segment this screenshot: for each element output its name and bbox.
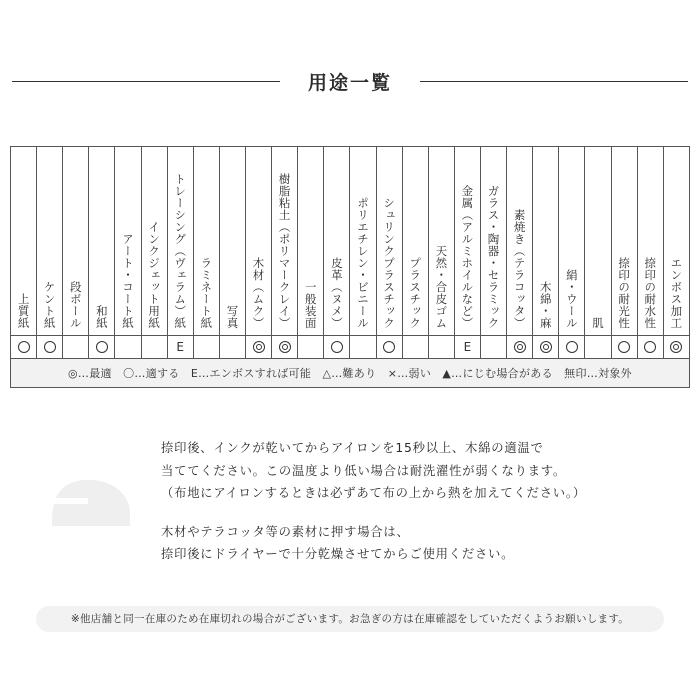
material-label: 木綿・麻 bbox=[538, 281, 553, 329]
material-column-header bbox=[663, 147, 689, 336]
suitability-cell bbox=[637, 336, 663, 359]
suitability-cell bbox=[663, 336, 689, 359]
material-label: トレーシング（ヴェラム）紙 bbox=[173, 173, 188, 329]
material-label: 上質紙 bbox=[16, 293, 31, 329]
suitability-cell bbox=[402, 336, 428, 359]
material-label: 和紙 bbox=[94, 305, 109, 329]
material-column-header bbox=[585, 147, 611, 336]
suitability-cell bbox=[611, 336, 637, 359]
material-label: 素焼き（テラコッタ） bbox=[512, 209, 527, 329]
material-label: ポリエチレン・ビニール bbox=[355, 197, 370, 329]
legend-row bbox=[11, 359, 690, 388]
material-label: 樹脂粘土（ポリマークレイ） bbox=[277, 173, 292, 329]
material-column-header bbox=[376, 147, 402, 336]
material-label: 捺印の耐水性 bbox=[643, 257, 658, 329]
suitability-cell bbox=[454, 336, 480, 359]
suitability-row bbox=[11, 336, 690, 359]
material-column-header bbox=[611, 147, 637, 336]
material-label: エンボス加工 bbox=[669, 257, 684, 329]
suitability-cell bbox=[376, 336, 402, 359]
material-column-header bbox=[298, 147, 324, 336]
suitability-cell bbox=[193, 336, 219, 359]
suitability-cell bbox=[533, 336, 559, 359]
suitability-cell bbox=[11, 336, 37, 359]
title-divider-right bbox=[420, 81, 688, 82]
suitability-cell bbox=[272, 336, 298, 359]
material-label: シュリンクプラスチック bbox=[382, 197, 397, 329]
iron-icon bbox=[44, 468, 138, 532]
suitable-mark bbox=[18, 341, 30, 353]
suitability-cell bbox=[559, 336, 585, 359]
material-column-header bbox=[637, 147, 663, 336]
suitability-cell bbox=[324, 336, 350, 359]
suitable-mark bbox=[96, 341, 108, 353]
material-label: 一般装面 bbox=[303, 281, 318, 329]
material-label: インクジェット用紙 bbox=[147, 221, 162, 329]
emboss-mark: E bbox=[463, 339, 472, 354]
material-column-header bbox=[533, 147, 559, 336]
material-column-header bbox=[428, 147, 454, 336]
usage-table bbox=[10, 146, 690, 388]
care-notes bbox=[161, 437, 681, 566]
usage-table-container bbox=[10, 146, 690, 395]
material-column-header bbox=[559, 147, 585, 336]
note-line: （布地にアイロンするときは必ずあて布の上から熱を加えてください。） bbox=[161, 486, 586, 500]
material-label: 木材（ムク） bbox=[251, 257, 266, 329]
material-label: ケント紙 bbox=[42, 281, 57, 329]
material-column-header bbox=[37, 147, 63, 336]
material-column-header bbox=[402, 147, 428, 336]
suitability-cell bbox=[350, 336, 376, 359]
material-column-header bbox=[141, 147, 167, 336]
material-column-header bbox=[219, 147, 245, 336]
suitability-cell bbox=[167, 336, 193, 359]
material-label: ラミネート紙 bbox=[199, 257, 214, 329]
stock-notice: ※他店舗と同一在庫のため在庫切れの場合がございます。お急ぎの方は在庫確認をしていただくようお願いします。 bbox=[36, 606, 664, 632]
suitability-cell bbox=[115, 336, 141, 359]
suitable-mark bbox=[44, 341, 56, 353]
suitable-mark bbox=[618, 341, 630, 353]
material-label: 肌 bbox=[590, 317, 605, 329]
material-column-header bbox=[324, 147, 350, 336]
material-label: アート・コート紙 bbox=[121, 233, 135, 329]
material-column-header bbox=[480, 147, 506, 336]
suitability-cell bbox=[298, 336, 324, 359]
suitable-mark bbox=[644, 341, 656, 353]
suitability-cell bbox=[37, 336, 63, 359]
suitability-cell bbox=[428, 336, 454, 359]
suitable-mark bbox=[566, 341, 578, 353]
material-column-header bbox=[11, 147, 37, 336]
material-label: 金属（アルミホイルなど） bbox=[460, 185, 475, 329]
suitable-mark bbox=[331, 341, 343, 353]
suitability-cell bbox=[480, 336, 506, 359]
legend-text: ◎…最適 〇…適する E…エンボスすれば可能 △…難あり ×…弱い ▲…にじむ場合がある 無印…対象外 bbox=[11, 359, 690, 388]
title-divider-left bbox=[12, 81, 280, 82]
material-column-header bbox=[115, 147, 141, 336]
suitability-cell bbox=[507, 336, 533, 359]
material-column-header bbox=[350, 147, 376, 336]
material-column-header bbox=[63, 147, 89, 336]
material-column-header bbox=[454, 147, 480, 336]
optimal-mark bbox=[279, 341, 291, 353]
suitability-cell bbox=[89, 336, 115, 359]
material-label: 写真 bbox=[225, 305, 240, 329]
suitability-cell bbox=[63, 336, 89, 359]
material-label: 皮革（ヌメ） bbox=[329, 257, 344, 329]
material-column-header bbox=[272, 147, 298, 336]
material-label: 段ボール bbox=[68, 281, 83, 329]
material-label: 捺印の耐光性 bbox=[617, 257, 632, 329]
material-column-header bbox=[89, 147, 115, 336]
material-column-header bbox=[167, 147, 193, 336]
note-line: 木材やテラコッタ等の素材に押す場合は、 bbox=[161, 524, 410, 539]
material-label: 絹・ウール bbox=[564, 269, 579, 329]
suitable-mark bbox=[383, 341, 395, 353]
suitability-cell bbox=[245, 336, 271, 359]
suitability-cell bbox=[141, 336, 167, 359]
suitability-cell bbox=[585, 336, 611, 359]
emboss-mark: E bbox=[176, 339, 184, 354]
material-label: 天然・合皮ゴム bbox=[434, 245, 449, 329]
material-column-header bbox=[507, 147, 533, 336]
section-title-row bbox=[12, 64, 688, 100]
note-line: 当ててください。この温度より低い場合は耐洗濯性が弱くなります。 bbox=[161, 463, 567, 478]
material-column-header bbox=[193, 147, 219, 336]
note-line: 捺印後、インクが乾いてからアイロンを15秒以上、木綿の適温で bbox=[161, 441, 544, 455]
optimal-mark bbox=[670, 341, 682, 353]
material-label: ガラス・陶器・セラミック bbox=[486, 185, 501, 329]
suitability-cell bbox=[219, 336, 245, 359]
optimal-mark bbox=[540, 341, 552, 353]
optimal-mark bbox=[253, 341, 265, 353]
material-column-header bbox=[245, 147, 271, 336]
page-title: 用途一覧 bbox=[307, 72, 392, 94]
optimal-mark bbox=[514, 341, 526, 353]
material-header-row bbox=[11, 147, 690, 336]
material-label: プラスチック bbox=[408, 257, 423, 329]
note-line: 捺印後にドライヤーで十分乾燥させてからご使用ください。 bbox=[161, 547, 515, 561]
